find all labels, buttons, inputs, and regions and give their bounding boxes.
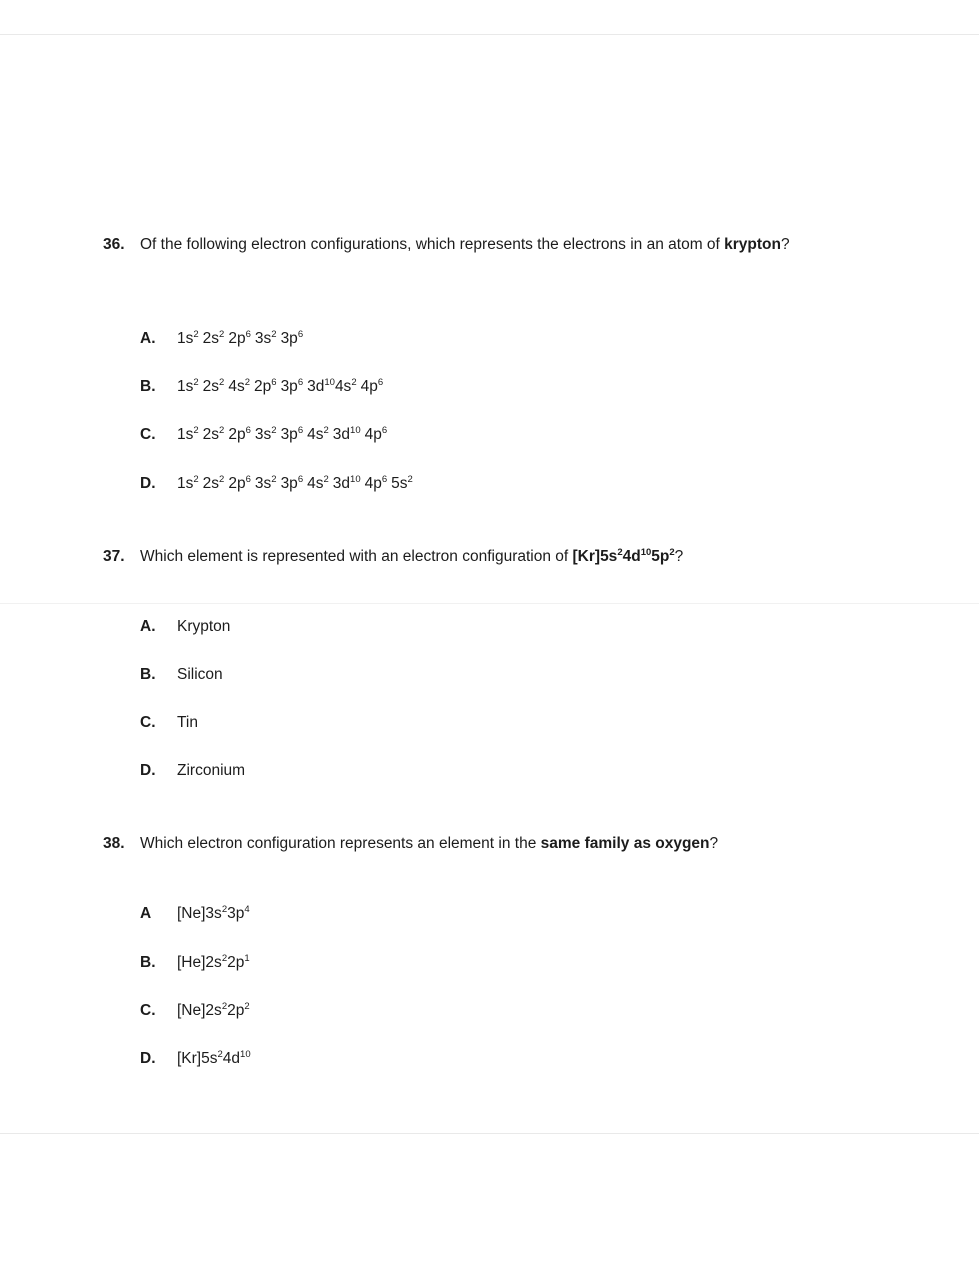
option-letter: A (140, 905, 152, 922)
electron-count: 2 (323, 425, 329, 436)
electron-count: 2 (217, 1049, 223, 1060)
orbital-label: 4s (307, 475, 324, 492)
config-term (203, 378, 225, 395)
orbital-label: 2p (228, 475, 246, 492)
option-letter: D. (140, 475, 156, 492)
orbital-label: 4p (364, 426, 382, 443)
orbital-label: 3s (254, 475, 272, 492)
orbital-label: 4s (334, 378, 352, 395)
scan-artifact-line (0, 1133, 979, 1134)
option-letter: D. (140, 762, 156, 779)
electron-count: 6 (377, 377, 384, 388)
config-term (307, 378, 335, 395)
electron-configuration (177, 426, 387, 443)
electron-count: 6 (297, 425, 304, 436)
electron-count: 2 (221, 953, 228, 964)
config-term (223, 1050, 251, 1067)
electron-count: 6 (297, 474, 304, 485)
orbital-label: [Ne]3s (177, 905, 222, 922)
option-37-a (140, 617, 230, 637)
stem-configuration (573, 548, 675, 565)
electron-count: 6 (271, 377, 277, 388)
config-term (335, 378, 357, 395)
orbital-label: 2p (228, 330, 246, 347)
option-38-a (140, 904, 250, 924)
option-36-d (140, 474, 413, 494)
question-stem: Of the following electron configurations, which represents the electrons in an atom of krypton? (140, 236, 790, 253)
config-term (623, 548, 652, 565)
electron-count: 2 (221, 1001, 228, 1012)
electron-count: 2 (271, 329, 277, 340)
question-37 (103, 547, 933, 567)
option-letter: C. (140, 714, 156, 731)
electron-configuration (177, 1050, 251, 1067)
orbital-label: [Ne]2s (177, 1002, 222, 1019)
electron-count: 6 (381, 474, 388, 485)
question-stem: Which element is represented with an electron configuration of $[Kr]5s^24d^{10}5p^2$? (140, 547, 684, 565)
orbital-label: [Kr]5s (572, 548, 618, 565)
electron-count: 6 (297, 377, 304, 388)
electron-count: 1 (244, 953, 250, 964)
electron-count: 2 (219, 329, 225, 340)
option-36-c (140, 425, 387, 445)
config-term (177, 954, 227, 971)
config-term (361, 378, 384, 395)
config-term (333, 475, 361, 492)
orbital-label: 2s (202, 378, 220, 395)
question-stem: Which electron configuration represents an element in the same family as oxygen? (140, 835, 719, 852)
option-38-d (140, 1049, 251, 1069)
option-letter: D. (140, 1050, 156, 1067)
config-term (281, 426, 304, 443)
stem-emphasis: krypton (724, 236, 781, 253)
electron-count: 10 (350, 474, 361, 485)
electron-count: 2 (193, 377, 199, 388)
scan-artifact-line (0, 34, 979, 35)
orbital-label: 1s (177, 426, 194, 443)
orbital-label: 2p (227, 954, 245, 971)
orbital-label: 2s (202, 475, 220, 492)
question-36 (103, 235, 933, 255)
config-term (203, 330, 225, 347)
config-term (228, 378, 250, 395)
orbital-label: 3d (307, 378, 325, 395)
orbital-label: 3p (227, 905, 245, 922)
question-number: 37. (103, 548, 125, 565)
orbital-label: 2p (254, 378, 272, 395)
config-term (227, 1002, 250, 1019)
config-term (177, 475, 199, 492)
electron-count: 2 (407, 474, 413, 485)
option-text: Tin (177, 714, 198, 731)
electron-count: 2 (193, 425, 199, 436)
config-term (281, 330, 304, 347)
orbital-label: 3s (254, 426, 272, 443)
orbital-label: 2p (227, 1002, 245, 1019)
orbital-label: 5p (651, 548, 670, 565)
option-37-d (140, 761, 245, 781)
config-term (177, 1050, 223, 1067)
config-term (573, 548, 623, 565)
electron-count: 2 (219, 425, 225, 436)
orbital-label: 4s (307, 426, 324, 443)
config-term (228, 475, 251, 492)
config-term (255, 330, 277, 347)
electron-configuration (177, 1002, 250, 1019)
config-term (177, 1002, 227, 1019)
question-38 (103, 834, 933, 854)
orbital-label: 3s (254, 330, 272, 347)
config-term (391, 475, 413, 492)
question-number: 36. (103, 236, 125, 253)
orbital-label: 2p (228, 426, 246, 443)
option-38-c (140, 1001, 250, 1021)
orbital-label: 2s (202, 330, 220, 347)
electron-count: 2 (271, 425, 277, 436)
orbital-label: 4p (364, 475, 382, 492)
electron-count: 4 (244, 904, 250, 915)
config-term (228, 426, 251, 443)
option-letter: B. (140, 666, 156, 683)
config-term (177, 905, 227, 922)
config-term (307, 426, 329, 443)
electron-count: 6 (245, 329, 251, 340)
orbital-label: 3p (280, 378, 298, 395)
config-term (254, 378, 277, 395)
electron-count: 2 (219, 377, 225, 388)
orbital-label: 3d (332, 475, 351, 492)
electron-configuration (177, 905, 250, 922)
orbital-label: [He]2s (177, 954, 222, 971)
electron-count: 2 (351, 377, 357, 388)
orbital-label: 5s (391, 475, 408, 492)
config-term (651, 548, 674, 565)
config-term (365, 475, 388, 492)
option-36-b (140, 377, 383, 397)
electron-count: 2 (244, 377, 251, 388)
electron-count: 2 (323, 474, 329, 485)
orbital-label: 4d (222, 1050, 241, 1067)
config-term (228, 330, 251, 347)
orbital-label: 1s (177, 378, 194, 395)
electron-count: 10 (350, 425, 361, 436)
config-term (177, 330, 199, 347)
electron-count: 6 (381, 425, 388, 436)
electron-configuration (177, 378, 383, 395)
orbital-label: 1s (177, 475, 194, 492)
config-term (255, 475, 277, 492)
option-37-c (140, 713, 198, 733)
electron-count: 2 (193, 474, 199, 485)
orbital-label: 1s (177, 330, 194, 347)
option-37-b (140, 665, 223, 685)
question-number: 38. (103, 835, 125, 852)
option-letter: A. (140, 618, 156, 635)
electron-count: 6 (297, 329, 304, 340)
option-letter: B. (140, 954, 156, 971)
config-term (203, 426, 225, 443)
option-text: Silicon (177, 666, 223, 683)
electron-count: 2 (271, 474, 277, 485)
electron-count: 6 (245, 474, 251, 485)
config-term (307, 475, 329, 492)
orbital-label: 3d (332, 426, 351, 443)
orbital-label: [Kr]5s (177, 1050, 218, 1067)
config-term (281, 475, 304, 492)
orbital-label: 3p (280, 426, 298, 443)
config-term (333, 426, 361, 443)
config-term (177, 426, 199, 443)
orbital-label: 4d (622, 548, 641, 565)
electron-count: 10 (640, 547, 652, 558)
electron-count: 2 (221, 904, 228, 915)
stem-emphasis: same family as oxygen (540, 835, 710, 852)
electron-count: 2 (244, 1001, 250, 1012)
electron-configuration (177, 954, 250, 971)
config-term (227, 954, 250, 971)
option-letter: C. (140, 426, 156, 443)
orbital-label: 2s (202, 426, 220, 443)
electron-count: 2 (219, 474, 225, 485)
config-term (365, 426, 388, 443)
electron-count: 10 (240, 1049, 251, 1060)
config-term (227, 905, 250, 922)
electron-count: 10 (324, 377, 335, 388)
config-term (203, 475, 225, 492)
electron-count: 6 (245, 425, 251, 436)
config-term (177, 378, 199, 395)
electron-count: 2 (669, 547, 675, 558)
orbital-label: 3p (280, 330, 298, 347)
orbital-label: 4s (228, 378, 245, 395)
option-letter: A. (140, 330, 156, 347)
option-text: Zirconium (177, 762, 246, 779)
option-letter: C. (140, 1002, 156, 1019)
config-term (255, 426, 277, 443)
config-term (281, 378, 304, 395)
electron-count: 2 (193, 329, 199, 340)
orbital-label: 3p (280, 475, 298, 492)
electron-count: 2 (617, 547, 623, 558)
option-36-a (140, 329, 303, 349)
scan-artifact-line (0, 603, 979, 604)
option-38-b (140, 953, 250, 973)
option-letter: B. (140, 378, 156, 395)
option-text: Krypton (177, 618, 231, 635)
orbital-label: 4p (360, 378, 378, 395)
electron-configuration (177, 330, 303, 347)
electron-configuration (177, 475, 413, 492)
